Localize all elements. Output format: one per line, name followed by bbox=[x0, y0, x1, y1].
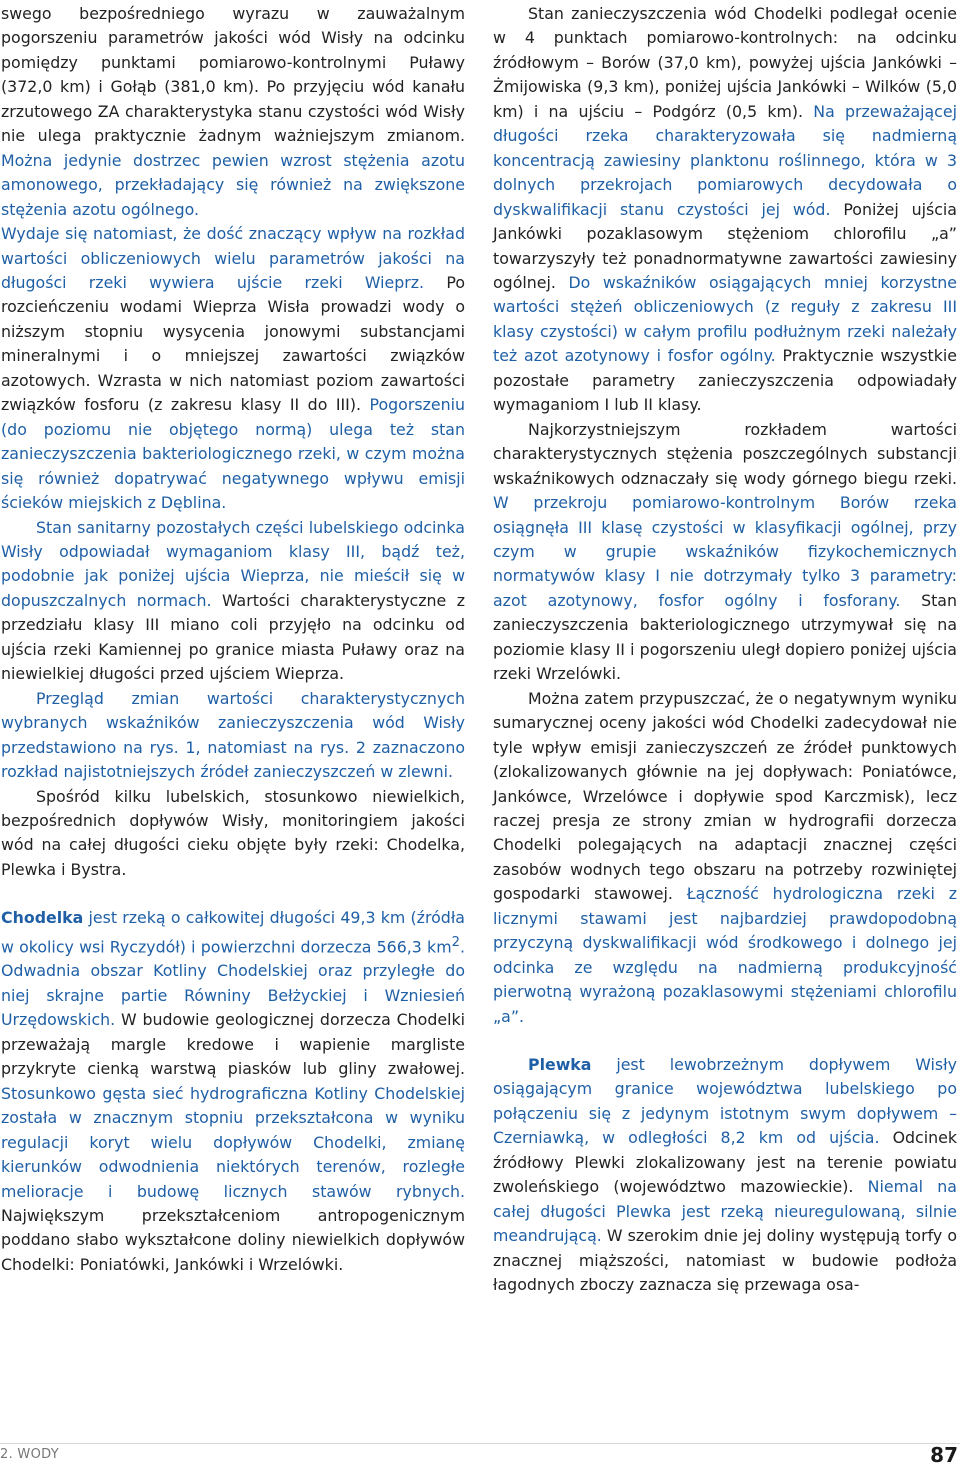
text-run: Stan zanieczyszczenia bakteriologicznego utrzymywał się na poziomie klasy II i pogorszeniu uległ dopiero poniżej ujścia rzeki Wrzelówki. bbox=[493, 590, 957, 684]
footer-divider bbox=[0, 1443, 960, 1444]
text-run: Można zatem przypuszczać, że o negatywnym wyniku sumarycznej oceny jakości wód Chodelki zadecydował nie tyle wpływ emisji zanieczyszczeń ze źródeł punktowych (zlokalizowanych głównie na jej dopływach: Poniatówce, Jankówce, Wrzelówce i dopływie spod Karczmisk), lecz raczej presja ze strony zmian w hydrografii dorzecza Chodelki polegających na adaptacji znacznej części zasobów wodnych tego obszaru na potrzeby rozwiniętej gospodarki stawowej. bbox=[493, 688, 957, 904]
text-run: swego bezpośredniego wyrazu w zauważalnym pogorszeniu parametrów jakości wód Wisły na odcinku pomiędzy punktami pomiarowo-kontrolnymi Puławy (372,0 km) i Gołąb (381,0 km). Po przyjęciu wód kanału zrzutowego ZA charakterystyka stanu czystości wód Wisły nie ulega praktycznie żadnym ważniejszym zmianom. bbox=[1, 4, 465, 146]
paragraph-tributaries bbox=[1, 785, 465, 883]
text-run: Poniżej ujścia Jankówki pozaklasowym stężeniom chlorofilu „a” towarzyszyły też ponadnormatywne zawartości zawiesiny ogólnej. bbox=[493, 199, 957, 292]
paragraph-conclusion bbox=[493, 687, 957, 1029]
text-run: W przekroju pomiarowo-kontrolnym Borów rzeka osiągnęła III klasę czystości w klasyfikacji ogólnej, przy czym w grupie wskaźników fizykochemicznych normatywów klasy I nie dotrzymały tylko 3 parametry: azot azotynowy, fosfor ogólny i fosforany. bbox=[493, 493, 957, 610]
text-run: jest rzeką o całkowitej długości 49,3 km (źródła w okolicy wsi Ryczydół) i powierzchni dorzecza 566,3 km bbox=[1, 908, 465, 957]
text-run: W budowie geologicznej dorzecza Chodelki przeważają margle kredowe i wapienie margliste przykryte cienką warstwą piasków lub gliny zwałowej. bbox=[1, 1010, 465, 1079]
paragraph-chodelka bbox=[1, 906, 465, 1277]
river-name-plewka: Plewka bbox=[528, 1055, 592, 1075]
superscript: 2 bbox=[451, 934, 460, 950]
text-run: Praktycznie wszystkie pozostałe parametry zanieczyszczenia odpowiadały wymaganiom I lub II klasy. bbox=[493, 346, 957, 415]
text-run: Stosunkowo gęsta sieć hydrograficzna Kotliny Chodelskiej została w znacznym stopniu przekształcona w wyniku regulacji koryt wielu dopływów Chodelki, zmianę kierunków odwodnienia niektórych terenów, rozległe melioracje i budowę licznych stawów rybnych. bbox=[1, 1083, 465, 1201]
text-run: Łączność hydrologiczna rzeki z licznymi stawami jest najbardziej prawdopodobną przyczyną dyskwalifikacji wód środkowego i dolnego jej odcinka ze względu na nadmierną produkcyjność pierwotną wyrażoną pozaklasowymi stężeniami chlorofilu „a”. bbox=[493, 884, 957, 1026]
paragraph-wieprz bbox=[1, 222, 465, 515]
page-footer bbox=[0, 1443, 960, 1465]
text-run: Największym przekształceniom antropogenicznym poddano słabo wykształcone doliny niewielkich dopływów Chodelki: Poniatówki, Jankówki i Wrzelówki. bbox=[1, 1206, 465, 1274]
text-run: Na przeważającej długości rzeka charakteryzowała się nadmierną koncentracją zawiesiny planktonu roślinnego, która w 3 dolnych przekrojach pomiarowych decydowała o dyskwalifikacji stanu czystości jej wód. bbox=[493, 101, 957, 219]
text-run: Stan sanitarny pozostałych części lubelskiego odcinka Wisły odpowiadał wymaganiom klasy III, bądź też, podobnie jak poniżej ujścia Wieprza, nie mieścił się w dopuszczalnych normach. bbox=[1, 517, 465, 610]
text-run: W szerokim dnie jej doliny występują torfy o znacznej miąższości, natomiast w budowie podłoża łagodnych zboczy zaznacza się przewaga osa- bbox=[493, 1226, 958, 1295]
text-run: Po rozcieńczeniu wodami Wieprza Wisła prowadzi wody o niższym stopniu wysycenia jonowymi substancjami mineralnymi i o mniejszej zawartości związków azotowych. Wzrasta w nich natomiast poziom zawartości związków fosforu (z zakresu klasy II do III). bbox=[1, 272, 465, 415]
paragraph-figures-overview bbox=[1, 687, 465, 785]
paragraph-continuation bbox=[1, 2, 465, 222]
text-run: . Odwadnia obszar Kotliny Chodelskiej oraz przyległe do niej skrajne partie Równiny Bełżyckiej i Wzniesień Urzędowskich. bbox=[1, 937, 465, 1030]
right-text-column bbox=[493, 2, 957, 1298]
text-run: Stan zanieczyszczenia wód Chodelki podlegał ocenie w 4 punktach pomiarowo-kontrolnych: na odcinku źródłowym – Borów (37,0 km), powyżej ujścia Jankówki – Żmijowiska (9,3 km), poniżej ujścia Jankówki – Wilków (5,0 km) i na ujściu – Podgórz (0,5 km). bbox=[493, 4, 957, 121]
paragraph-upper-course bbox=[493, 418, 957, 687]
left-text-column bbox=[1, 2, 465, 1277]
text-run: Przegląd zmian wartości charakterystycznych wybranych wskaźników zanieczyszczenia wód Wisły przedstawiono na rys. 1, natomiast na rys. 2 zaznaczono rozkład najistotniejszych źródeł zanieczyszczeń w zlewni. bbox=[1, 688, 465, 782]
text-run: Niemal na całej długości Plewka jest rzeką nieuregulowaną, silnie meandrującą. bbox=[493, 1177, 957, 1246]
text-run: Do wskaźników osiągających mniej korzystne wartości stężeń obliczeniowych (z reguły z zakresu III klasy czystości) w całym profilu podłużnym rzeki należały też azot azotynowy i fosfor ogólny. bbox=[493, 272, 957, 366]
text-run: jest lewobrzeżnym dopływem Wisły osiągającym granice województwa lubelskiego po połączeniu się z jedynym istotnym swym dopływem – Czerniawką, w odległości 8,2 km od ujścia. bbox=[493, 1055, 957, 1148]
paragraph-chodelka-monitoring bbox=[493, 2, 957, 418]
paragraph-sanitary-state bbox=[1, 516, 465, 687]
text-run: Wydaje się natomiast, że dość znaczący wpływ na rozkład wartości obliczeniowych wielu parametrów jakości na długości rzeki wywiera ujście rzeki Wieprz. bbox=[1, 224, 465, 292]
section-label: 2. WODY bbox=[0, 1447, 59, 1462]
text-run: Można jedynie dostrzec pewien wzrost stężenia azotu amonowego, przekładający się również na zwiększone stężenia azotu ogólnego. bbox=[1, 150, 465, 219]
text-run: Wartości charakterystyczne z przedziału klasy III miano coli przyjęło na odcinku od ujścia rzeki Kamiennej po granice miasta Puławy oraz na niewielkiej długości przed ujściem Wieprza. bbox=[1, 590, 465, 684]
river-name-chodelka: Chodelka bbox=[1, 908, 84, 928]
page-number: 87 bbox=[930, 1443, 958, 1467]
text-run: Odcinek źródłowy Plewki zlokalizowany jest na terenie powiatu zwoleńskiego (województwo mazowieckie). bbox=[493, 1128, 957, 1197]
text-run: Spośród kilku lubelskich, stosunkowo niewielkich, bezpośrednich dopływów Wisły, monitoringiem jakości wód na całej długości cieku objęte były rzeki: Chodelka, Plewka i Bystra. bbox=[1, 786, 465, 879]
text-run: Najkorzystniejszym rozkładem wartości charakterystycznych stężenia poszczególnych substancji wskaźnikowych odznaczały się wody górnego biegu rzeki. bbox=[493, 419, 957, 488]
text-run: Pogorszeniu (do poziomu nie objętego normą) ulega też stan zanieczyszczenia bakteriologicznego rzeki, w czym można się również dopatrywać negatywnego wpływu emisji ścieków miejskich z Dęblina. bbox=[1, 395, 465, 513]
paragraph-plewka bbox=[493, 1053, 957, 1298]
